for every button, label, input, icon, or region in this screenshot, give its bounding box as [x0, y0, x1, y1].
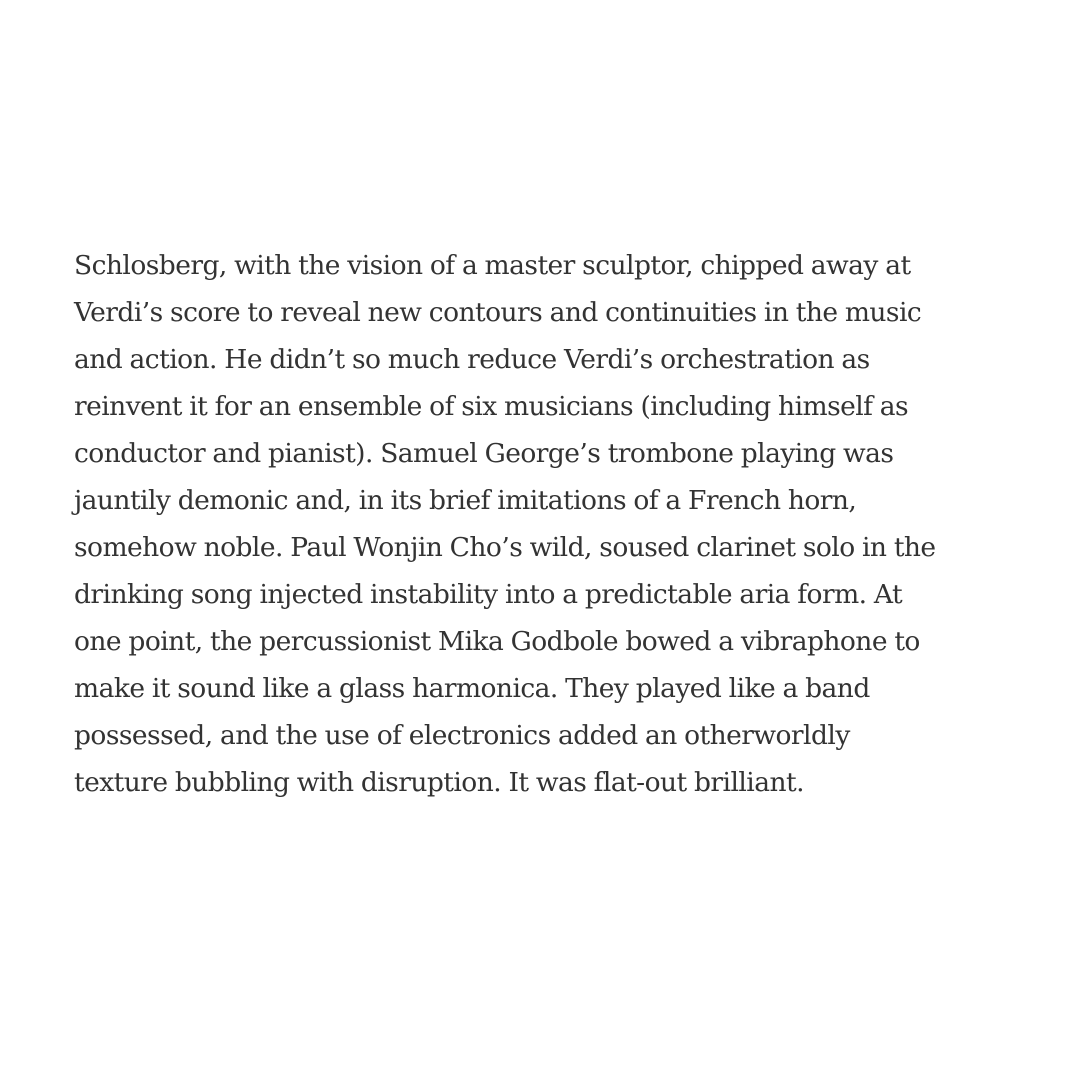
paragraph-line: Verdi’s score to reveal new contours and continuities in the music: [74, 297, 922, 328]
article-paragraph: [74, 242, 1014, 806]
paragraph-line: one point, the percussionist Mika Godbole bowed a vibraphone to: [74, 626, 920, 657]
paragraph-line: somehow noble. Paul Wonjin Cho’s wild, soused clarinet solo in the: [74, 532, 936, 563]
paragraph-line: reinvent it for an ensemble of six musicians (including himself as: [74, 391, 909, 422]
paragraph-line: Schlosberg, with the vision of a master sculptor, chipped away at: [74, 250, 911, 281]
paragraph-line: conductor and pianist). Samuel George’s trombone playing was: [74, 438, 894, 469]
paragraph-line: possessed, and the use of electronics added an otherworldly: [74, 720, 850, 751]
paragraph-line: make it sound like a glass harmonica. They played like a band: [74, 673, 870, 704]
paragraph-line: drinking song injected instability into a predictable aria form. At: [74, 579, 903, 610]
paragraph-line: and action. He didn’t so much reduce Verdi’s orchestration as: [74, 344, 870, 375]
paragraph-line: jauntily demonic and, in its brief imitations of a French horn,: [74, 485, 857, 516]
paragraph-line: texture bubbling with disruption. It was flat-out brilliant.: [74, 767, 804, 798]
